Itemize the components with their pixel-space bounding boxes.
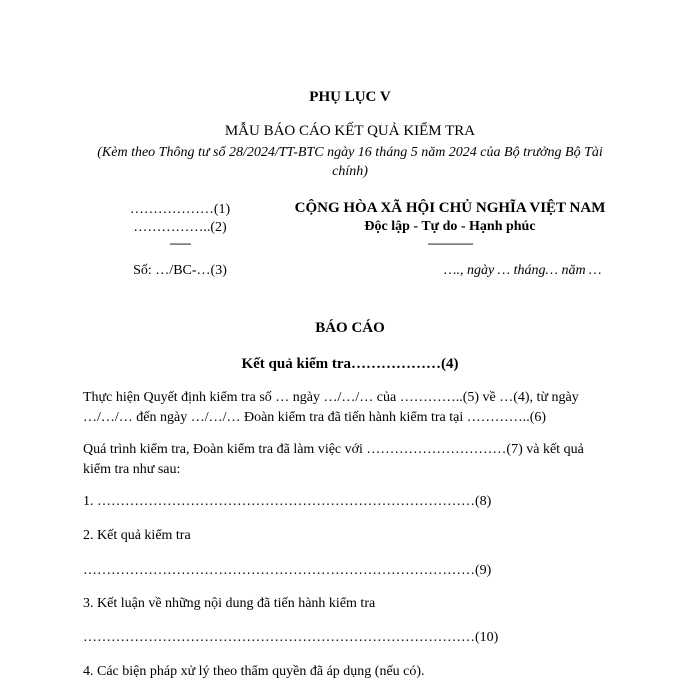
paragraph-process: Quá trình kiểm tra, Đoàn kiểm tra đã làm việc với …………………………(7) và kết quả kiểm tra như sau: (83, 442, 584, 477)
appendix-title: PHỤ LỤC V (309, 89, 391, 105)
paragraph-decision: Thực hiện Quyết định kiểm tra số … ngày …/…/… của …………..(5) về …(4), từ ngày …/…/… đến ngày …/…/… Đoàn kiểm tra đã tiến hành kiểm tra tại …………..(6) (83, 390, 579, 425)
agency-line-1: ………………(1) (129, 202, 231, 217)
date-line: …., ngày … tháng… năm … (444, 263, 602, 278)
form-title: MẪU BÁO CÁO KẾT QUẢ KIỂM TRA (224, 123, 476, 139)
item-3-label: 3. Kết luận về những nội dung đã tiến hành kiểm tra (83, 596, 376, 611)
attachment-note: (Kèm theo Thông tư số 28/2024/TT-BTC ngày 16 tháng 5 năm 2024 của Bộ trưởng Bộ Tài chính) (97, 145, 603, 179)
document-number: Số: …/BC-…(3) (133, 263, 227, 278)
item-3-fill: …………………………………………………………………………(10) (83, 630, 499, 645)
left-divider: ------- (169, 236, 191, 250)
national-motto: Độc lập - Tự do - Hạnh phúc (364, 219, 536, 234)
item-4-label: 4. Các biện pháp xử lý theo thẩm quyền đã áp dụng (nếu có). (83, 664, 425, 679)
agency-line-2: ……………..(2) (133, 220, 227, 235)
item-2-fill: …………………………………………………………………………(9) (83, 563, 492, 578)
item-2-label: 2. Kết quả kiểm tra (83, 528, 191, 543)
right-divider: --------------- (427, 236, 473, 250)
report-title: BÁO CÁO (315, 320, 385, 336)
country-name: CỘNG HÒA XÃ HỘI CHỦ NGHĨA VIỆT NAM (294, 200, 606, 216)
item-1: 1. ………………………………………………………………………(8) (83, 494, 492, 509)
report-subtitle: Kết quả kiểm tra………………(4) (241, 356, 459, 372)
